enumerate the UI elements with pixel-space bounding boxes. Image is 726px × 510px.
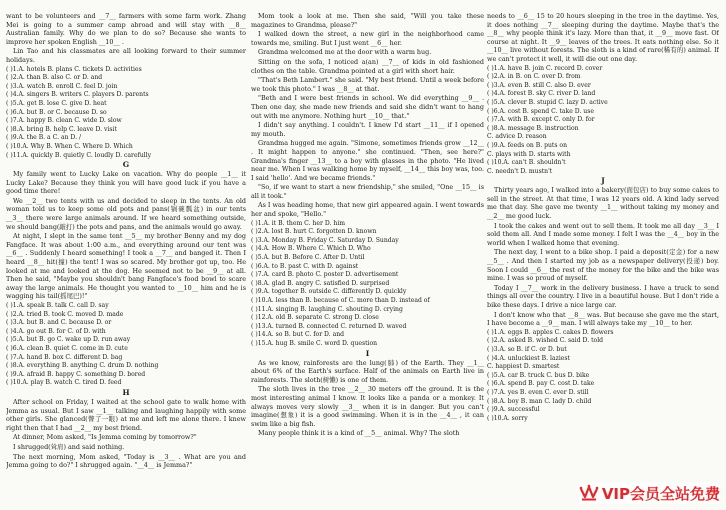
mcq-item: ( )9.A. afraid B. happy C. something D. bored: [6, 370, 146, 378]
mcq-item: ( )11.A. singing B. laughing C. shouting D. crying: [251, 305, 403, 313]
passage-paragraph: Today I __7__ work in the delivery business. I have a truck to send things all over the country. I live in a beautiful house. But I don't ride a bike these days. I drive a nice large car.: [487, 283, 719, 309]
mcq-item: ( )4.A. forest B. sky C. river D. land: [487, 90, 596, 98]
mcq-item: ( )10.A. sorry: [487, 414, 528, 422]
mcq-item: ( )6.A. but B. or C. because D. so: [6, 108, 107, 116]
mcq-item: ( )15.A. hug B. smile C. word D. question: [251, 339, 378, 347]
mcq-item: ( )6.A. to B. past C. with D. against: [251, 262, 359, 270]
passage-paragraph: I don't know who that __8__ was. But because she gave me the start, I have become a __9__ man. I will always take my __10__ to her.: [487, 310, 719, 328]
mcq-item: ( )2.A. than B. also C. or D. and: [6, 74, 103, 82]
mcq-item: ( )8.A. boy B. man C. lady D. child: [487, 397, 592, 405]
column-2: [251, 12, 484, 439]
passage-paragraph: "Beth and I were best friends in school. We did everything __9__ . Then one day, she made new friends and said she didn't want to hang out with me anymore. Nothing hurt __10__ that.": [251, 94, 484, 120]
mcq-j: [487, 329, 719, 424]
vip-watermark[interactable]: [579, 482, 720, 504]
section-heading-i: I: [365, 348, 370, 358]
mcq-item: ( )8.A. everything B. anything C. drum D. nothing: [6, 362, 159, 370]
mcq-item: ( )7.A. with B. except C. only D. for: [487, 116, 595, 124]
mcq-item: ( )2.A. in B. on C. over D. from: [487, 73, 581, 81]
mcq-item: ( )1.A. speak B. talk C. call D. say: [6, 302, 109, 309]
mcq-item: ( )4.A. go out B. for C. of D. with: [6, 327, 106, 335]
mcq-item: ( )8.A. bring B. help C. leave D. visit: [6, 125, 117, 133]
mcq-item: ( )14.A. so B. but C. for D. and: [251, 331, 345, 339]
mcq-item: ( )5.A. clever B. stupid C. lazy D. active: [487, 98, 608, 106]
passage-paragraph: My family went to Lucky Lake on vacation. Why do people __1__ it Lucky Lake? Because they think you will have good luck if you have a good time there!: [6, 170, 246, 196]
mcq-item: C. happiest D. smartest: [487, 363, 560, 371]
mcq-item: ( )6.A. cost B. spend C. take D. use: [487, 107, 594, 115]
mcq-item: ( )1.A. eggs B. apples C. cakes D. flowers: [487, 328, 614, 336]
passage-paragraph: At dinner, Mom asked, "Is Jemma coming by tomorrow?": [13, 433, 197, 442]
mcq-item: ( )1.A. have B. join C. record D. cover: [487, 64, 603, 72]
mcq-item: ( )3.A. Monday B. Friday C. Saturday D. Sunday: [251, 236, 399, 244]
passage-paragraph: I took the cakes and went out to sell them. It took me all day __3__ I sold them all. And I made some money. I felt I was the __4__ boy in the world when I walked home that evening.: [487, 221, 719, 247]
mcq-item: C. advice D. reason: [487, 133, 547, 141]
mcq-item: ( )9.A. together B. outside C. differently D. quickly: [251, 288, 407, 296]
mcq-item: ( )3.A. but B. and C. because D. or: [6, 319, 112, 327]
mcq-item: ( )4.A. How B. Where C. Which D. Who: [251, 245, 371, 253]
mcq-item: ( )7.A. card B. photo C. poster D. advertisement: [251, 271, 399, 279]
mcq-item: ( )2.A. tried B. took C. moved D. made: [6, 310, 124, 318]
section-heading-j: J: [601, 176, 605, 186]
passage-paragraph: Thirty years ago, I walked into a bakery(面包店) to buy some cakes to sell in the street. At that time, I was 12 years old. A kind lady served me that day. She gave me twenty __1__ without taking my money and __2__ me good luck.: [487, 186, 719, 221]
passage-paragraph: After school on Friday, I waited at the school gate to walk home with Jemma as usual. But I saw __1__ talking and laughing happily with some other girls. She glanced(瞥了一眼) at me and left me alone there. I knew right then that I had __2__ my best friend.: [6, 397, 246, 432]
mcq-f: [6, 66, 246, 161]
mcq-item: C. plays with D. starts with: [487, 150, 571, 158]
passage-paragraph: I shrugged(耸肩) and said nothing.: [13, 442, 125, 451]
mcq-item: ( )11.A. quickly B. quietly C. loudly D. carefully: [6, 151, 152, 159]
passage-paragraph: The sloth lives in the tree __2__ 30 meters off the ground. It is the most interesting animal I know. It looks like a panda or a monkey. It always moves very slowly __3__ when it is in danger. But you can't imagine(想象) it is a good swimming. When it is in the __4__ , it can swim like a big fish.: [251, 385, 484, 428]
passage-paragraph: We __2__ two tents with us and decided to sleep in the tents. An old woman told us to keep some old pots and pans(锅碗瓢盆) in our tents __3__ there were large animals around. If we heard something outside, we should bang(敲打) the pots and pans, and the animals would go away.: [6, 196, 246, 231]
mcq-item: ( )6.A. clean B. quiet C. come in D. cute: [6, 344, 128, 352]
mcq-item: ( )3.A. even B. still C. also D. ever: [487, 81, 591, 89]
mcq-item: ( )4.A. singers B. writers C. players D. parents: [6, 91, 149, 99]
passage-paragraph: The next day, I went to a bike shop. I paid a deposit(定金) for a new __5__ . And then I started my job as a newspaper delivery(投递) boy. Soon I could __6__ the rest of the money for the bike and the bike was mine. I was so proud of myself.: [487, 248, 719, 283]
passage-paragraph: Grandma welcomed me at the door with a warm hug.: [258, 48, 432, 57]
passage-paragraph: I walked down the street, a new girl in the neighborhood came towards me, smiling. But I just went __6__ her.: [251, 30, 484, 47]
passage-paragraph: Mom took a look at me. Then she said, "Will you take these magazines to Grandma, please?": [251, 12, 484, 29]
mcq-item: ( )9.A. successful: [487, 406, 540, 414]
mcq-item: ( )5.A. get B. lose C. give D. heat: [6, 99, 107, 107]
vip-watermark-text: VIP会员全站免费: [601, 484, 720, 503]
mcq-item: ( )10.A. play B. watch C. tired D. feed: [6, 379, 122, 387]
mcq-item: ( )9.A. feeds on B. puts on: [487, 141, 568, 149]
mcq-i: [487, 65, 719, 177]
passage-paragraph: At night, I slept in the same tent __5__ my brother Benny and my dog Fangface. It was about 1:00 a.m., and everything around our tent was __6__ . Suddenly I heard something! I took a __7__ and banged it. Then I heard __8__ hit(撞) the tent! I was so scared. My brother got up, too. He looked at me and looked at the dog. He seemed not to be __9__ at all. Then he said, "Maybe you shouldn't bang Fangface's food bowl to scare away the large animals. He thought you wanted to __10__ him and he is wagging his tail(摇尾巴)!": [6, 232, 246, 301]
passage-paragraph: Sitting on the sofa, I noticed a(an) __7__ of kids in old fashioned clothes on the table. Grandma pointed at a girl with short hair.: [251, 57, 484, 75]
mcq-item: ( )9.A. the B. a C. an D. /: [6, 134, 82, 142]
mcq-item: ( )10.A. less than B. because of C. more than D. instead of: [251, 297, 430, 304]
passage-paragraph: The next morning, Mom asked, "Today is __3__ . What are you and Jemma going to do?" I shrugged again. "__4__ is Jemma?": [6, 452, 246, 470]
mcq-item: ( )10.A. can't B. shouldn't: [487, 159, 566, 167]
mcq-item: ( )6.A. spend B. pay C. cost D. take: [487, 380, 595, 388]
mcq-item: C. needn't D. mustn't: [487, 167, 553, 175]
mcq-item: ( )1.A. hotels B. plans C. tickets D. activities: [6, 65, 142, 73]
mcq-item: ( )7.A. happy B. clean C. wide D. slow: [6, 117, 122, 125]
mcq-item: ( )3.A. so B. if C. or D. but: [487, 345, 567, 353]
mcq-item: ( )12.A. old B. separate C. strong D. close: [251, 314, 379, 322]
passage-paragraph: As we know, rainforests are the lung(肺) of the Earth. They __1__ about 6% of the Earth's surface. Half of the animals on Earth live in rainforests. The sloth(树懒) is one of them.: [251, 358, 484, 384]
passage-paragraph: I didn't say anything. I couldn't. I knew I'd start __11__ if I opened my mouth.: [251, 121, 484, 138]
mcq-item: ( )3.A. watch B. enroll C. feel D. join: [6, 82, 118, 90]
mcq-item: ( )5.A. but B. go C. wake up D. run away: [6, 336, 131, 344]
mcq-item: ( )4.A. unluckiest B. laziest: [487, 354, 570, 362]
passage-paragraph: "That's Beth Lambert." she said. "My best friend. Until a week before we took this photo." I was __8__ at that.: [251, 76, 484, 93]
section-heading-h: H: [122, 387, 130, 397]
mcq-item: ( )2.A. asked B. wished C. said D. told: [487, 337, 604, 345]
passage-paragraph: "So, if we want to start a new friendship," she smiled, "One __15__ is all it took.": [251, 183, 484, 200]
mcq-h: [251, 220, 484, 349]
passage-paragraph: Many people think it is a kind of __5__ animal. Why? The sloth: [258, 429, 460, 438]
column-1: [6, 12, 246, 471]
mcq-item: ( )8.A. glad B. angry C. satisfied D. surprised: [251, 279, 390, 287]
passage-paragraph: Grandma hugged me again. "Simone, sometimes friends grow __12__ . It might happen to anyone." she continued. "Then, see here?" Grandma's finger __13__ to a boy with glasses in the photo. "He lived near me. When I was walking home by myself, __14__ this boy was, too. I said 'hello'. And we became friends.": [251, 139, 484, 182]
mcq-item: ( )7.A. hand B. box C. different D. bag: [6, 353, 123, 361]
mcq-item: ( )7.A. yes B. even C. ever D. still: [487, 388, 589, 396]
mcq-item: ( )13.A. turned B. connected C. returned D. waved: [251, 322, 407, 330]
section-heading-g: G: [122, 160, 130, 170]
column-3: [487, 12, 719, 423]
passage-paragraph: As I was heading home, that new girl appeared again. I went towards her and spoke, "Hello.": [251, 201, 484, 219]
mcq-item: ( )2.A. lost B. hurt C. forgotten D. known: [251, 228, 377, 236]
mcq-item: ( )10.A. Why B. When C. Where D. Which: [6, 142, 133, 150]
mcq-g: [6, 302, 246, 388]
passage-paragraph: needs to __6__ 15 to 20 hours sleeping in the tree in the daytime. Yes, it does nothing __7__ sleeping during the daytime. Maybe that's the __8__ why people think it's lazy. More than that, it __9__ move fast. Of course at night. It __9__ leaves of the trees. It eats nothing else. So it __10__ live without forests. The sloth is a kind of rare(稀有的) animal. If we can't protect it well, it will die out one day.: [487, 12, 719, 63]
intro-paragraph-2: Lin Tao and his classmates are all looking forward to their summer holidays.: [6, 47, 246, 64]
mcq-item: ( )5.A. but B. Before C. After D. Until: [251, 254, 365, 262]
mcq-item: ( )8.A. message B. instruction: [487, 124, 579, 132]
mcq-item: ( )5.A. car B. truck C. bus D. bike: [487, 371, 590, 379]
vip-logo-icon: [579, 483, 599, 503]
intro-paragraph: want to be volunteers and __7__ farmers with some farm work. Zhang Mei is going to a summer camp abroad and will stay with __8__ Australian family. Why do we plan to do so? Because she wants to improve her spoken English __10__ .: [6, 12, 246, 46]
mcq-item: ( )1.A. it B. them C. her D. him: [251, 219, 346, 227]
